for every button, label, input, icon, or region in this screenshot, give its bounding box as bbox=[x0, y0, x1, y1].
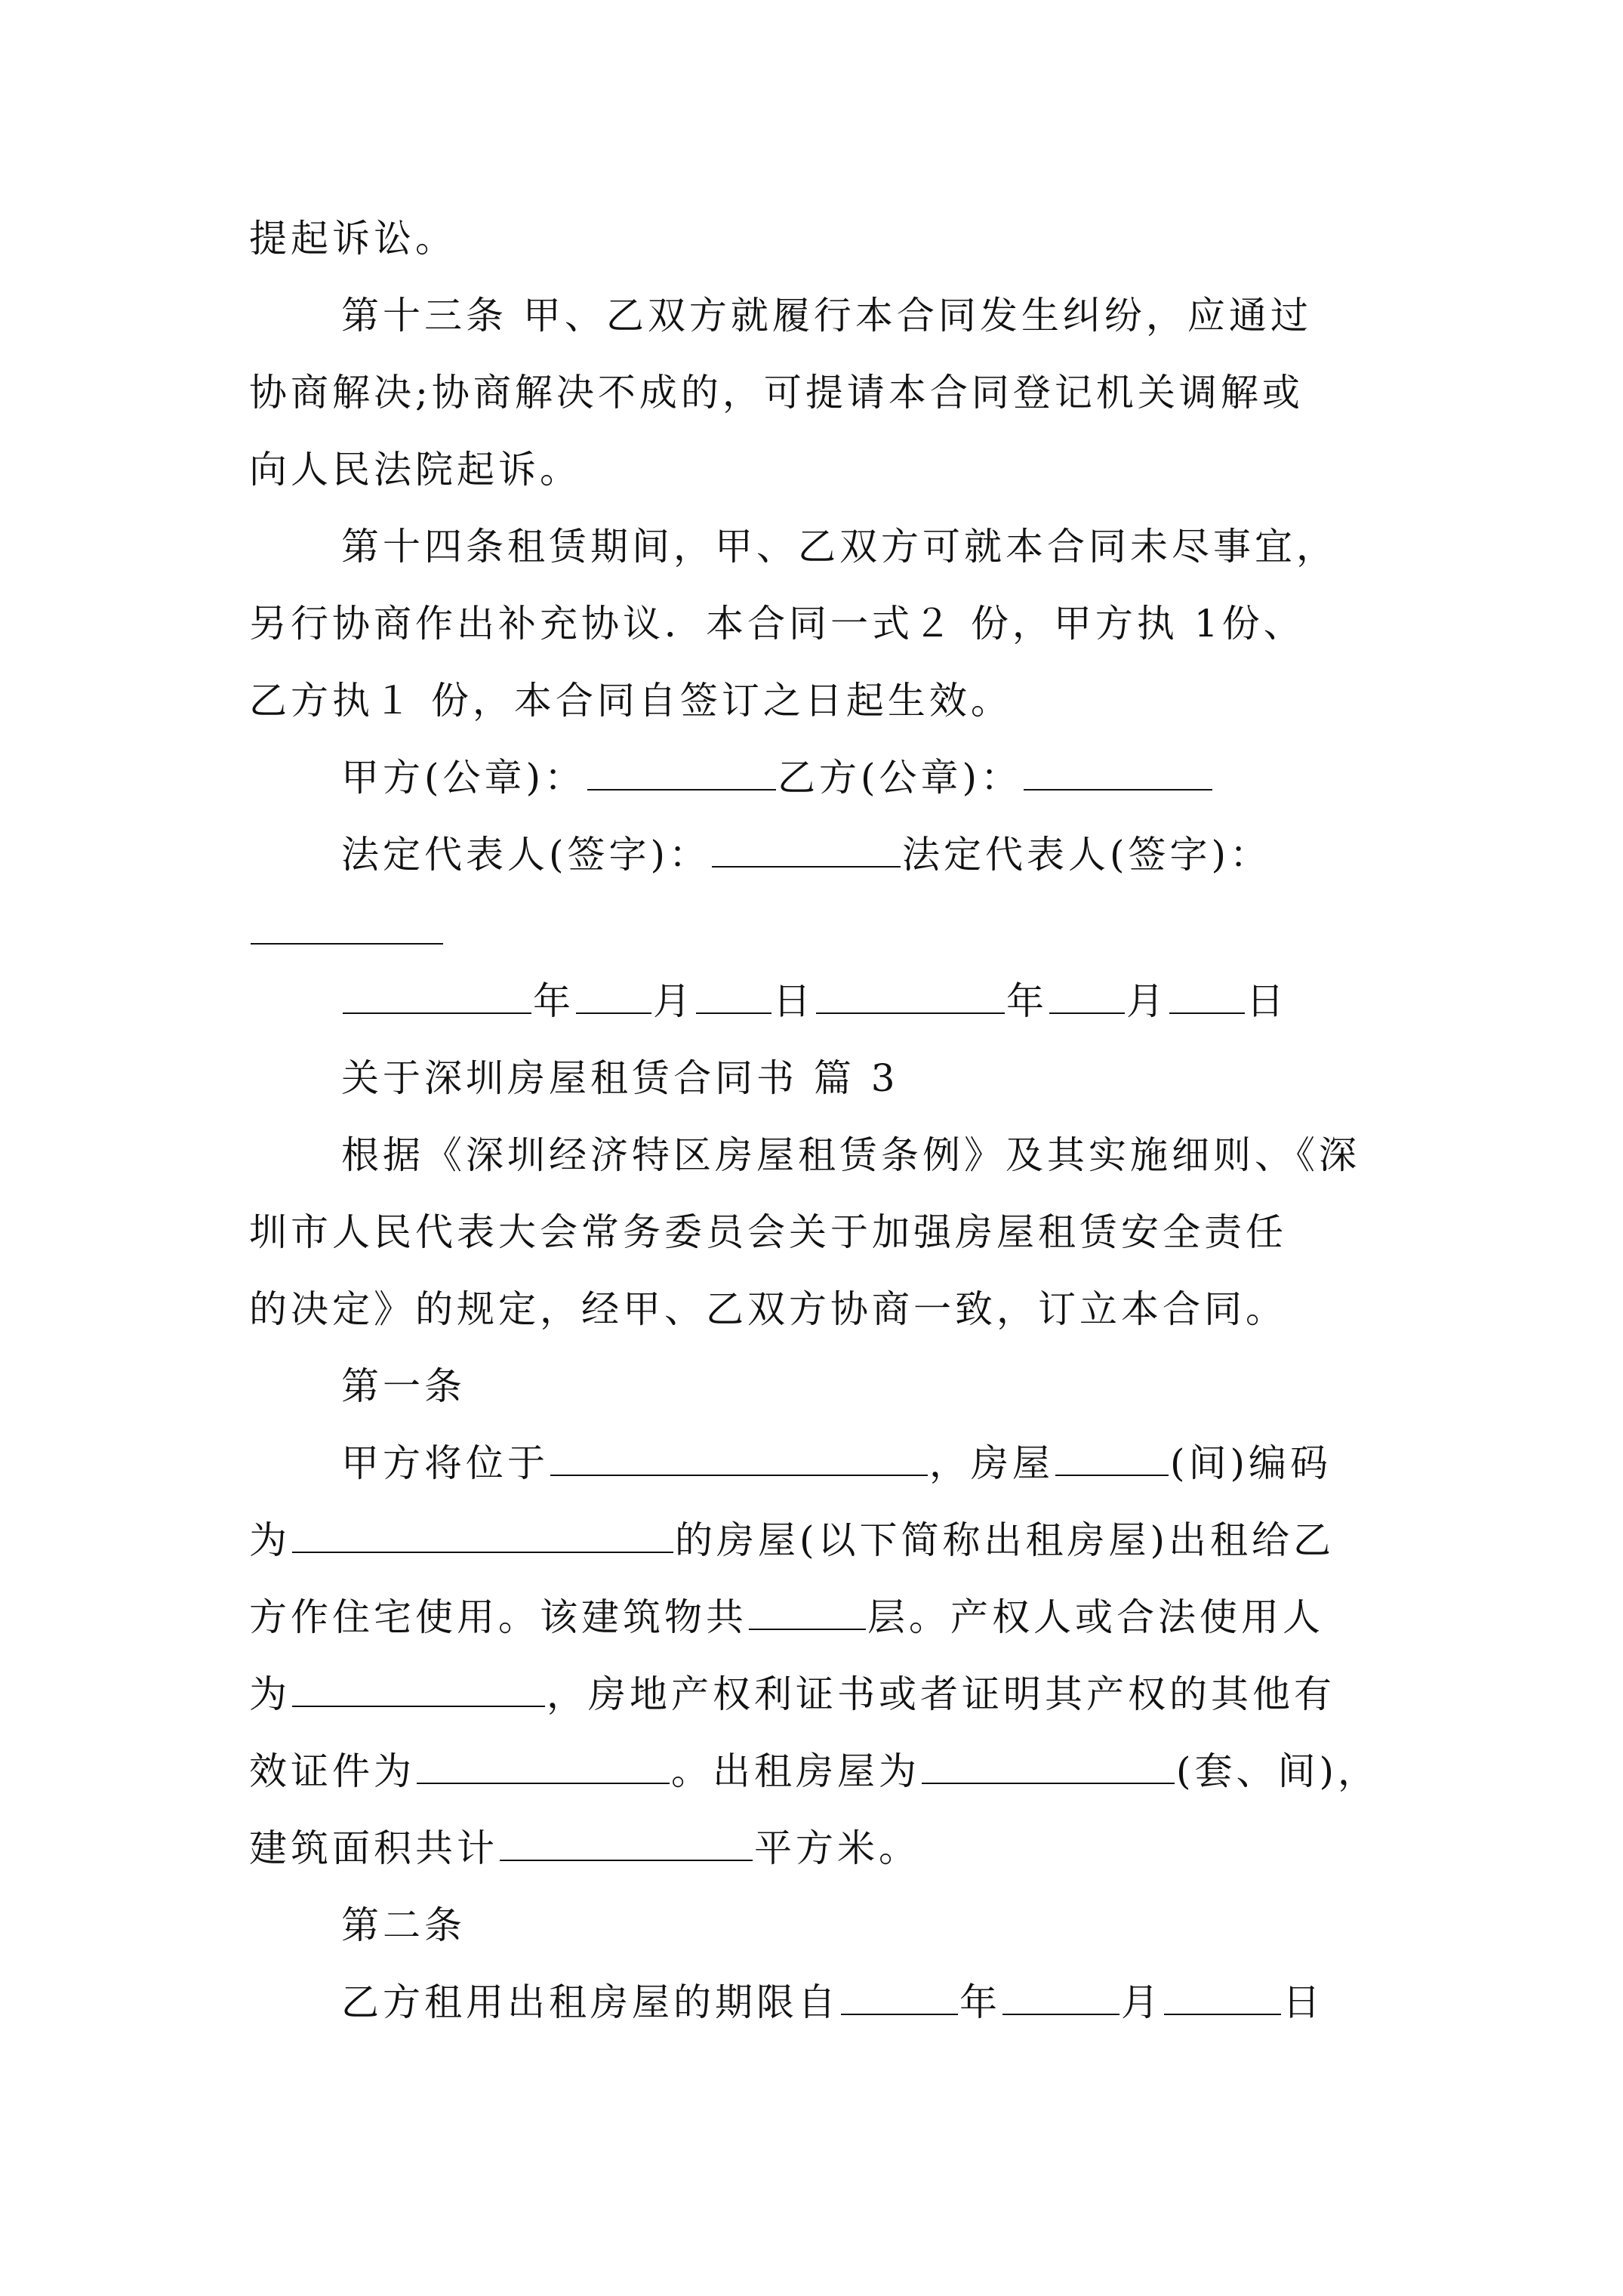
text-line: 向人民法院起诉。 bbox=[249, 448, 581, 492]
area-blank[interactable] bbox=[500, 1826, 753, 1861]
legal-rep-a-blank[interactable] bbox=[712, 833, 901, 868]
floors-blank[interactable] bbox=[749, 1595, 866, 1630]
article-1-line bbox=[249, 1518, 1335, 1563]
text-line: 协商解决;协商解决不成的，可提请本合同登记机关调解或 bbox=[249, 371, 1304, 415]
text-segment: (间)编码 bbox=[1170, 1441, 1332, 1485]
year-a-blank[interactable] bbox=[343, 979, 531, 1014]
text-segment: (套、间)， bbox=[1176, 1749, 1380, 1793]
article-14-line: 第十四条租赁期间，甲、乙双方可就本合同未尽事宜， bbox=[341, 525, 1338, 569]
article-13-line: 第十三条 甲、乙双方就履行本合同发生纠纷，应通过 bbox=[341, 294, 1312, 337]
text-segment: 为 bbox=[249, 1518, 291, 1562]
text-segment: 方作住宅使用。该建筑物共 bbox=[249, 1595, 747, 1639]
text-segment: 甲方将位于 bbox=[341, 1441, 549, 1485]
unit-count-blank[interactable] bbox=[922, 1749, 1175, 1784]
party-b-seal-label: 乙方(公章)： bbox=[778, 756, 1023, 800]
room-blank[interactable] bbox=[1055, 1441, 1169, 1476]
text-segment: ，房地产权利证书或者证明其产权的其他有 bbox=[547, 1672, 1335, 1716]
month-b-blank[interactable] bbox=[1049, 979, 1125, 1014]
owner-blank[interactable] bbox=[292, 1672, 545, 1707]
date-line bbox=[341, 978, 1288, 1024]
article-2-line bbox=[341, 1980, 1324, 2025]
text-line: 乙方执１ 份，本合同自签订之日起生效。 bbox=[249, 679, 1012, 723]
month-label: 月 bbox=[653, 979, 694, 1023]
article-1-line bbox=[341, 1441, 1332, 1486]
preamble-line: 的决定》的规定，经甲、乙双方协商一致，订立本合同。 bbox=[249, 1287, 1287, 1331]
year-label: 年 bbox=[533, 979, 574, 1023]
party-b-seal-blank[interactable] bbox=[1024, 756, 1212, 791]
preamble-line: 根据《深圳经济特区房屋租赁条例》及其实施细则、《深 bbox=[341, 1133, 1360, 1177]
seal-line bbox=[341, 755, 1214, 800]
text-segment: 效证件为 bbox=[249, 1749, 415, 1793]
day-label: 日 bbox=[1246, 979, 1288, 1023]
start-day-blank[interactable] bbox=[1164, 1980, 1281, 2015]
day-label: 日 bbox=[773, 979, 815, 1023]
text-segment: 平方米。 bbox=[754, 1826, 920, 1870]
day-label: 日 bbox=[1283, 1980, 1324, 2024]
article-1-line bbox=[249, 1672, 1335, 1717]
legal-rep-a-label: 法定代表人(签字)： bbox=[341, 833, 711, 877]
code-blank[interactable] bbox=[292, 1518, 673, 1553]
section-title: 关于深圳房屋租赁合同书 篇 3 bbox=[341, 1056, 899, 1100]
month-a-blank[interactable] bbox=[576, 979, 651, 1014]
year-label: 年 bbox=[959, 1980, 1001, 2024]
year-b-blank[interactable] bbox=[816, 979, 1005, 1014]
party-a-seal-blank[interactable] bbox=[587, 756, 776, 791]
day-b-blank[interactable] bbox=[1169, 979, 1245, 1014]
text-segment: 的房屋(以下简称出租房屋)出租给乙 bbox=[675, 1518, 1335, 1562]
legal-rep-b-blank[interactable] bbox=[251, 910, 443, 945]
text-segment: 建筑面积共计 bbox=[249, 1826, 498, 1870]
preamble-line: 圳市人民代表大会常务委员会关于加强房屋租赁安全责任 bbox=[249, 1210, 1287, 1254]
party-a-seal-label: 甲方(公章)： bbox=[341, 756, 587, 800]
article-1-line bbox=[249, 1595, 1324, 1640]
text-segment: 乙方租用出租房屋的期限自 bbox=[341, 1980, 839, 2024]
text-segment: ，房屋 bbox=[929, 1441, 1054, 1485]
text-segment: 为 bbox=[249, 1672, 291, 1716]
article-1-line bbox=[249, 1826, 920, 1871]
article-1-line bbox=[249, 1749, 1379, 1794]
day-a-blank[interactable] bbox=[696, 979, 771, 1014]
location-blank[interactable] bbox=[550, 1441, 928, 1476]
text-line: 提起诉讼。 bbox=[249, 217, 457, 260]
month-label: 月 bbox=[1121, 1980, 1163, 2024]
article-1-heading: 第一条 bbox=[341, 1364, 466, 1408]
text-segment: 层。产权人或合法使用人 bbox=[867, 1595, 1324, 1639]
start-month-blank[interactable] bbox=[1002, 1980, 1119, 2015]
text-line: 另行协商作出补充协议．本合同一式２ 份，甲方执 1份、 bbox=[249, 602, 1305, 646]
article-2-heading: 第二条 bbox=[341, 1903, 466, 1947]
text-segment: 。出租房屋为 bbox=[671, 1749, 920, 1793]
year-label: 年 bbox=[1006, 979, 1048, 1023]
start-year-blank[interactable] bbox=[841, 1980, 958, 2015]
certificate-blank[interactable] bbox=[417, 1749, 670, 1784]
legal-rep-line bbox=[341, 832, 1271, 877]
month-label: 月 bbox=[1126, 979, 1168, 1023]
legal-rep-b-label: 法定代表人(签字)： bbox=[902, 833, 1272, 877]
legal-rep-b-line bbox=[249, 909, 445, 954]
